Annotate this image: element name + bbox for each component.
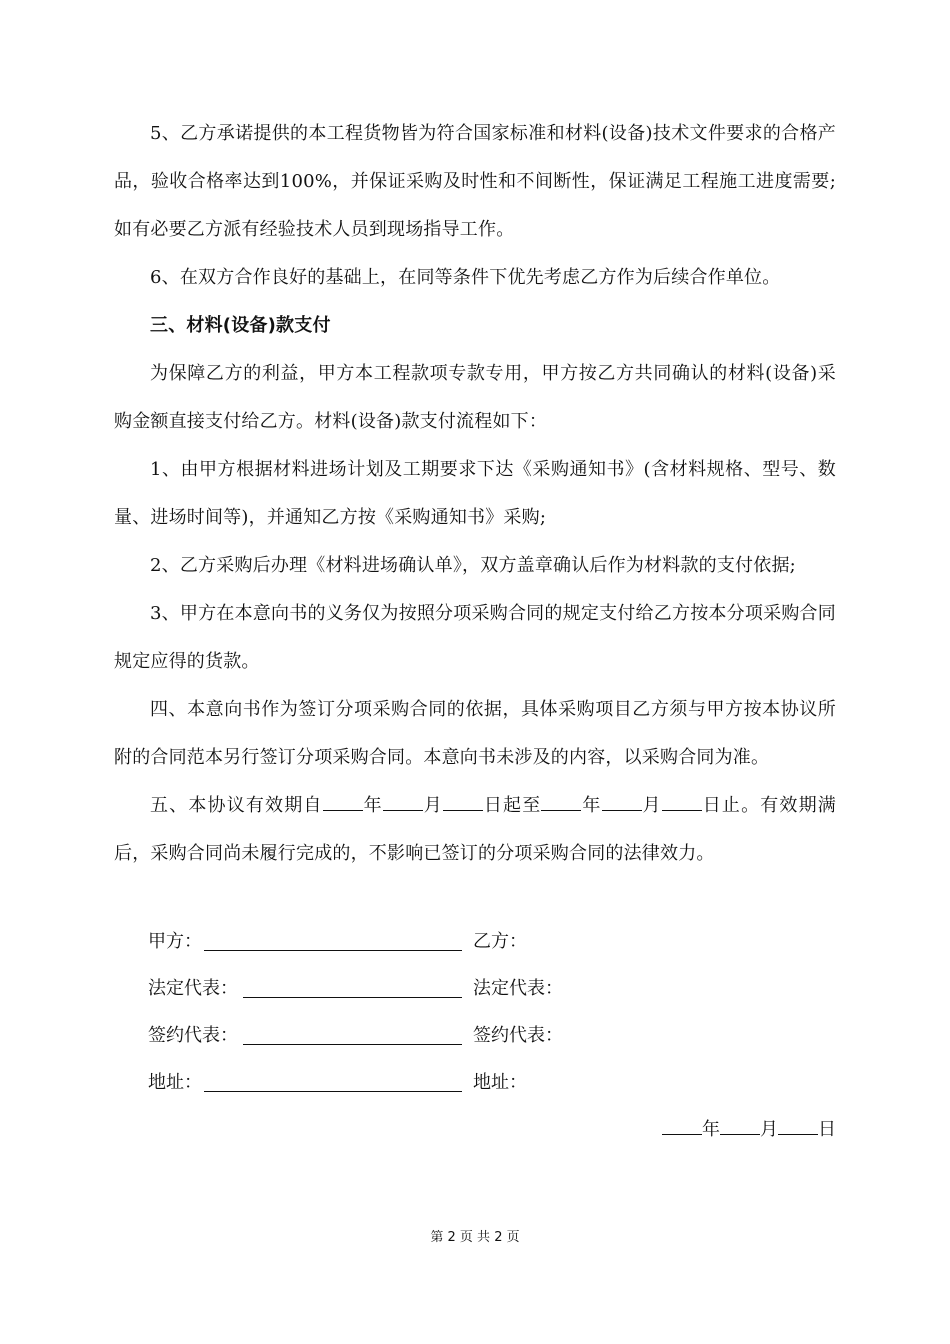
party-a-signature-line xyxy=(204,950,462,951)
clause-6-paragraph: 6、在双方合作良好的基础上，在同等条件下优先考虑乙方作为后续合作单位。 xyxy=(150,267,781,288)
payment-intro-paragraph: 为保障乙方的利益，甲方本工程款项专款专用，甲方按乙方共同确认的材料(设备)采购金额直接支付给乙方。材料(设备)款支付流程如下： xyxy=(114,363,836,432)
blank-line xyxy=(778,1118,818,1135)
blank-line xyxy=(323,794,363,811)
payment-step-2-paragraph: 2、乙方采购后办理《材料进场确认单》，双方盖章确认后作为材料款的支付依据; xyxy=(150,555,796,576)
validity-month-2: 月 xyxy=(641,795,662,816)
signature-row-legal-rep xyxy=(148,969,838,1016)
signature-block xyxy=(148,922,838,1110)
signature-row-address xyxy=(148,1063,838,1110)
payment-step-3-paragraph: 3、甲方在本意向书的义务仅为按照分项采购合同的规定支付给乙方按本分项采购合同规定应得的货款。 xyxy=(114,603,836,672)
validity-year-2: 年 xyxy=(581,795,602,816)
party-a-legal-rep-line xyxy=(243,997,462,998)
section-4-paragraph: 四、本意向书作为签订分项采购合同的依据，具体采购项目乙方须与甲方按本协议所附的合同范本另行签订分项采购合同。本意向书未涉及的内容，以采购合同为准。 xyxy=(114,699,836,768)
party-a-legal-rep-label: 法定代表： xyxy=(148,978,238,999)
signature-row-party xyxy=(148,922,838,969)
signing-date xyxy=(662,1110,836,1150)
blank-line xyxy=(443,794,483,811)
document-body xyxy=(114,110,836,878)
party-a-signing-rep-label: 签约代表： xyxy=(148,1025,238,1046)
section-3-heading: 三、材料(设备)款支付 xyxy=(150,315,331,336)
party-b-label: 乙方： xyxy=(473,931,527,952)
blank-line xyxy=(602,794,642,811)
party-a-address-line xyxy=(204,1091,462,1092)
payment-step-1-paragraph: 1、由甲方根据材料进场计划及工期要求下达《采购通知书》(含材料规格、型号、数量、进场时间等)，并通知乙方按《采购通知书》采购; xyxy=(114,459,836,528)
blank-line xyxy=(662,794,702,811)
party-a-label: 甲方： xyxy=(148,931,202,952)
blank-line xyxy=(720,1118,760,1135)
party-a-address-label: 地址： xyxy=(148,1072,202,1093)
blank-line xyxy=(541,794,581,811)
validity-day-1: 日起至 xyxy=(482,795,542,816)
date-day-label: 日 xyxy=(818,1119,836,1140)
party-b-signing-rep-label: 签约代表： xyxy=(473,1025,563,1046)
page-number-footer: 第 2 页 共 2 页 xyxy=(430,1230,520,1245)
signature-row-signing-rep xyxy=(148,1016,838,1063)
validity-year-1: 年 xyxy=(362,795,383,816)
date-month-label: 月 xyxy=(760,1119,778,1140)
party-b-legal-rep-label: 法定代表： xyxy=(473,978,563,999)
party-a-signing-rep-line xyxy=(243,1044,462,1045)
validity-month-1: 月 xyxy=(422,795,443,816)
date-year-label: 年 xyxy=(702,1119,720,1140)
clause-5-paragraph: 5、乙方承诺提供的本工程货物皆为符合国家标准和材料(设备)技术文件要求的合格产品，验收合格率达到100%，并保证采购及时性和不间断性，保证满足工程施工进度需要;如有必要乙方派有经验技术人员到现场指导工作。 xyxy=(114,123,836,240)
section-5-paragraph xyxy=(114,782,836,878)
validity-day-2-and-rest: 日止。有效期满后，采购合同尚未履行完成的，不影响已签订的分项采购合同的法律效力。 xyxy=(114,795,836,864)
blank-line xyxy=(383,794,423,811)
party-b-address-label: 地址： xyxy=(473,1072,527,1093)
validity-prefix: 五、本协议有效期自 xyxy=(150,795,323,816)
blank-line xyxy=(662,1118,702,1135)
